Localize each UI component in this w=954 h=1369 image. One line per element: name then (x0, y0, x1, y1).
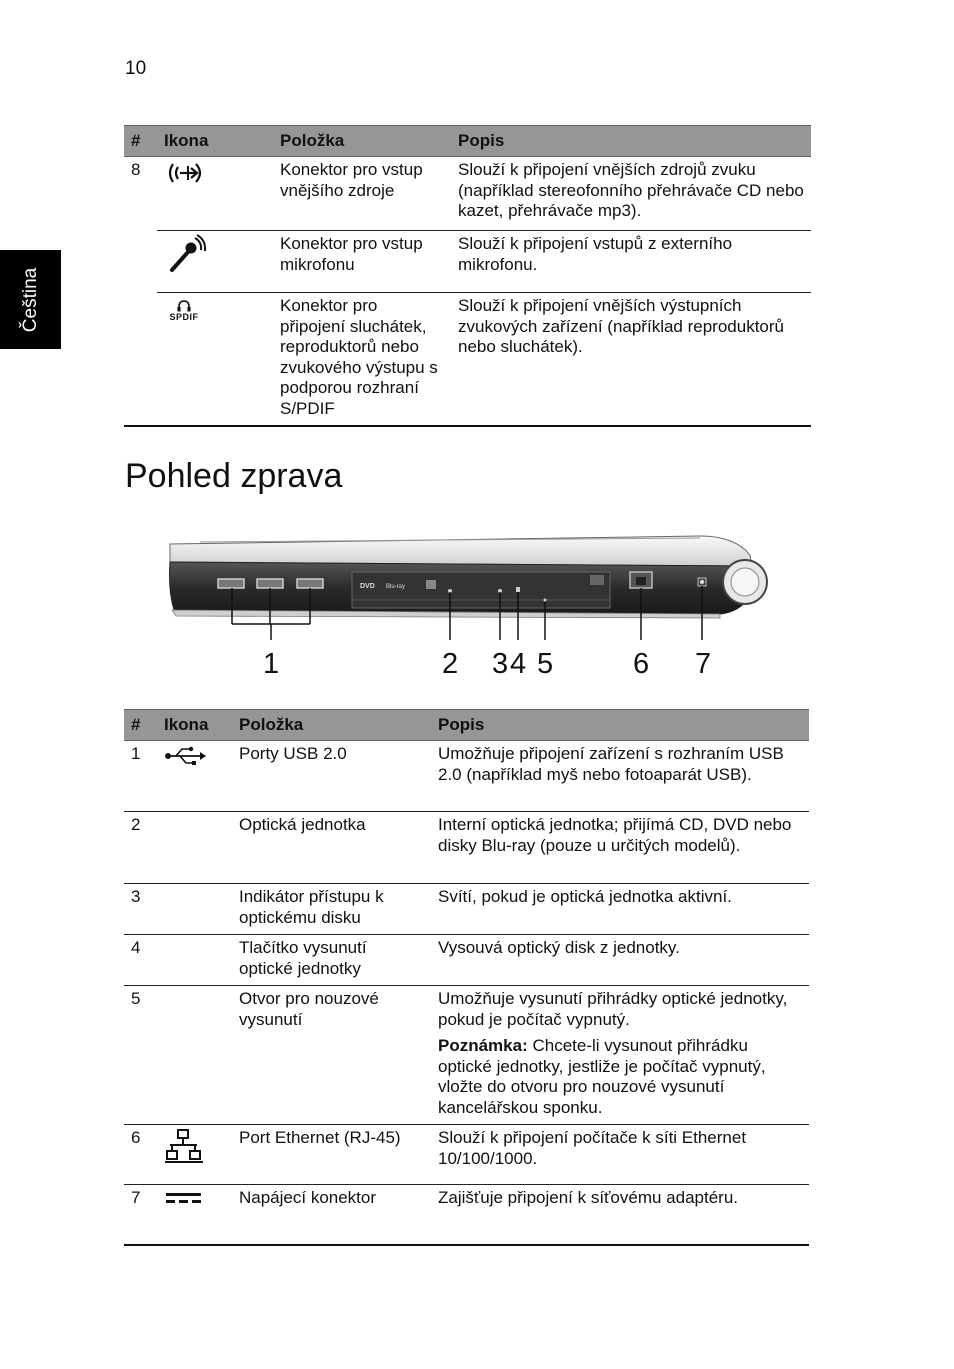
audio-line-in-icon (164, 160, 208, 188)
row-icon (157, 884, 232, 935)
row-desc: Slouží k připojení vnějších výstupních zvukových zařízení (například reproduktorů nebo sluchátek). (451, 293, 811, 427)
callout-3: 3 (492, 648, 509, 680)
row-desc: Slouží k připojení počítače k síti Ethernet 10/100/1000. (431, 1125, 809, 1185)
row-item: Konektor pro připojení sluchátek, reproduktorů nebo zvukového výstupu s podporou rozhraní S/PDIF (273, 293, 451, 427)
language-tab-label: Čeština (19, 267, 41, 332)
row-desc: Svítí, pokud je optická jednotka aktivní. (431, 884, 809, 935)
row-item: Napájecí konektor (232, 1185, 431, 1245)
dvd-logo: DVD (360, 583, 375, 590)
table-row (124, 812, 809, 884)
row-desc: Interní optická jednotka; přijímá CD, DVD nebo disky Blu-ray (pouze u určitých modelů). (431, 812, 809, 884)
row-item: Konektor pro vstup mikrofonu (273, 231, 451, 293)
callout-5: 5 (537, 648, 554, 680)
table-row (124, 1185, 809, 1245)
table-row (124, 157, 811, 231)
col-header-num: # (124, 126, 157, 157)
bluray-logo: Blu-ray (386, 584, 406, 590)
callout-1: 1 (263, 648, 280, 680)
row-icon (157, 293, 273, 427)
callout-7: 7 (695, 648, 712, 680)
laptop-illustration (160, 530, 780, 640)
row-num: 8 (131, 160, 141, 179)
row-item: Konektor pro vstup vnějšího zdroje (273, 157, 451, 231)
headphones-spdif-icon (164, 296, 204, 322)
row-num (124, 231, 157, 293)
callout-2: 2 (442, 648, 459, 680)
row-desc: Slouží k připojení vstupů z externího mikrofonu. (451, 231, 811, 293)
row-num: 3 (124, 884, 157, 935)
callout-4: 4 (510, 648, 527, 680)
row-num (124, 293, 157, 427)
row-icon (157, 1125, 232, 1185)
callout-6: 6 (633, 648, 650, 680)
row-icon (157, 935, 232, 986)
table-row (124, 884, 809, 935)
ports-table-bottom (124, 709, 809, 1246)
col-header-icon: Ikona (157, 710, 232, 741)
table-row (124, 293, 811, 427)
row-item: Optická jednotka (232, 812, 431, 884)
row-num: 6 (124, 1125, 157, 1185)
row-num: 1 (124, 741, 157, 812)
spdif-label: SPDIF (169, 312, 199, 322)
table-row (124, 741, 809, 812)
note (438, 1036, 803, 1118)
row-desc: Slouží k připojení vnějších zdrojů zvuku (například stereofonního přehrávače CD nebo kazet, přehrávače mp3). (451, 157, 811, 231)
ethernet-icon (164, 1128, 204, 1164)
table-row (124, 935, 809, 986)
page-number: 10 (125, 58, 147, 79)
row-desc: Vysouvá optický disk z jednotky. (431, 935, 809, 986)
col-header-item: Položka (273, 126, 451, 157)
table-row (124, 986, 809, 1125)
row-icon (157, 986, 232, 1125)
table-header-row (124, 710, 809, 741)
row-item: Tlačítko vysunutí optické jednotky (232, 935, 431, 986)
language-tab (0, 250, 61, 349)
dc-power-icon (164, 1188, 204, 1208)
col-header-desc: Popis (431, 710, 809, 741)
row-item: Porty USB 2.0 (232, 741, 431, 812)
row-desc-cell (431, 986, 809, 1125)
row-icon (157, 741, 232, 812)
table-row (124, 231, 811, 293)
row-item: Port Ethernet (RJ-45) (232, 1125, 431, 1185)
row-icon (157, 1185, 232, 1245)
usb-icon (164, 744, 208, 768)
microphone-icon (164, 234, 208, 274)
ports-table-top (124, 125, 811, 427)
row-icon (157, 157, 273, 231)
row-num: 7 (124, 1185, 157, 1245)
row-num: 2 (124, 812, 157, 884)
row-item: Otvor pro nouzové vysunutí (232, 986, 431, 1125)
section-title: Pohled zprava (125, 457, 343, 495)
laptop-right-side-figure (160, 530, 780, 690)
row-icon (157, 231, 273, 293)
row-desc: Umožňuje připojení zařízení s rozhraním USB 2.0 (například myš nebo fotoaparát USB). (431, 741, 809, 812)
note-text: Chcete-li vysunout přihrádku optické jednotky, jestliže je počítač vypnutý, vložte do otvoru pro nouzové vysunutí kancelářskou sponku. (438, 1036, 766, 1117)
row-num: 5 (124, 986, 157, 1125)
col-header-icon: Ikona (157, 126, 273, 157)
table-row (124, 1125, 809, 1185)
row-icon (157, 812, 232, 884)
row-desc: Umožňuje vysunutí přihrádky optické jednotky, pokud je počítač vypnutý. (438, 989, 788, 1029)
table-header-row (124, 126, 811, 157)
row-num: 4 (124, 935, 157, 986)
row-item: Indikátor přístupu k optickému disku (232, 884, 431, 935)
col-header-desc: Popis (451, 126, 811, 157)
row-desc: Zajišťuje připojení k síťovému adaptéru. (431, 1185, 809, 1245)
col-header-num: # (124, 710, 157, 741)
col-header-item: Položka (232, 710, 431, 741)
note-label: Poznámka: (438, 1036, 528, 1055)
